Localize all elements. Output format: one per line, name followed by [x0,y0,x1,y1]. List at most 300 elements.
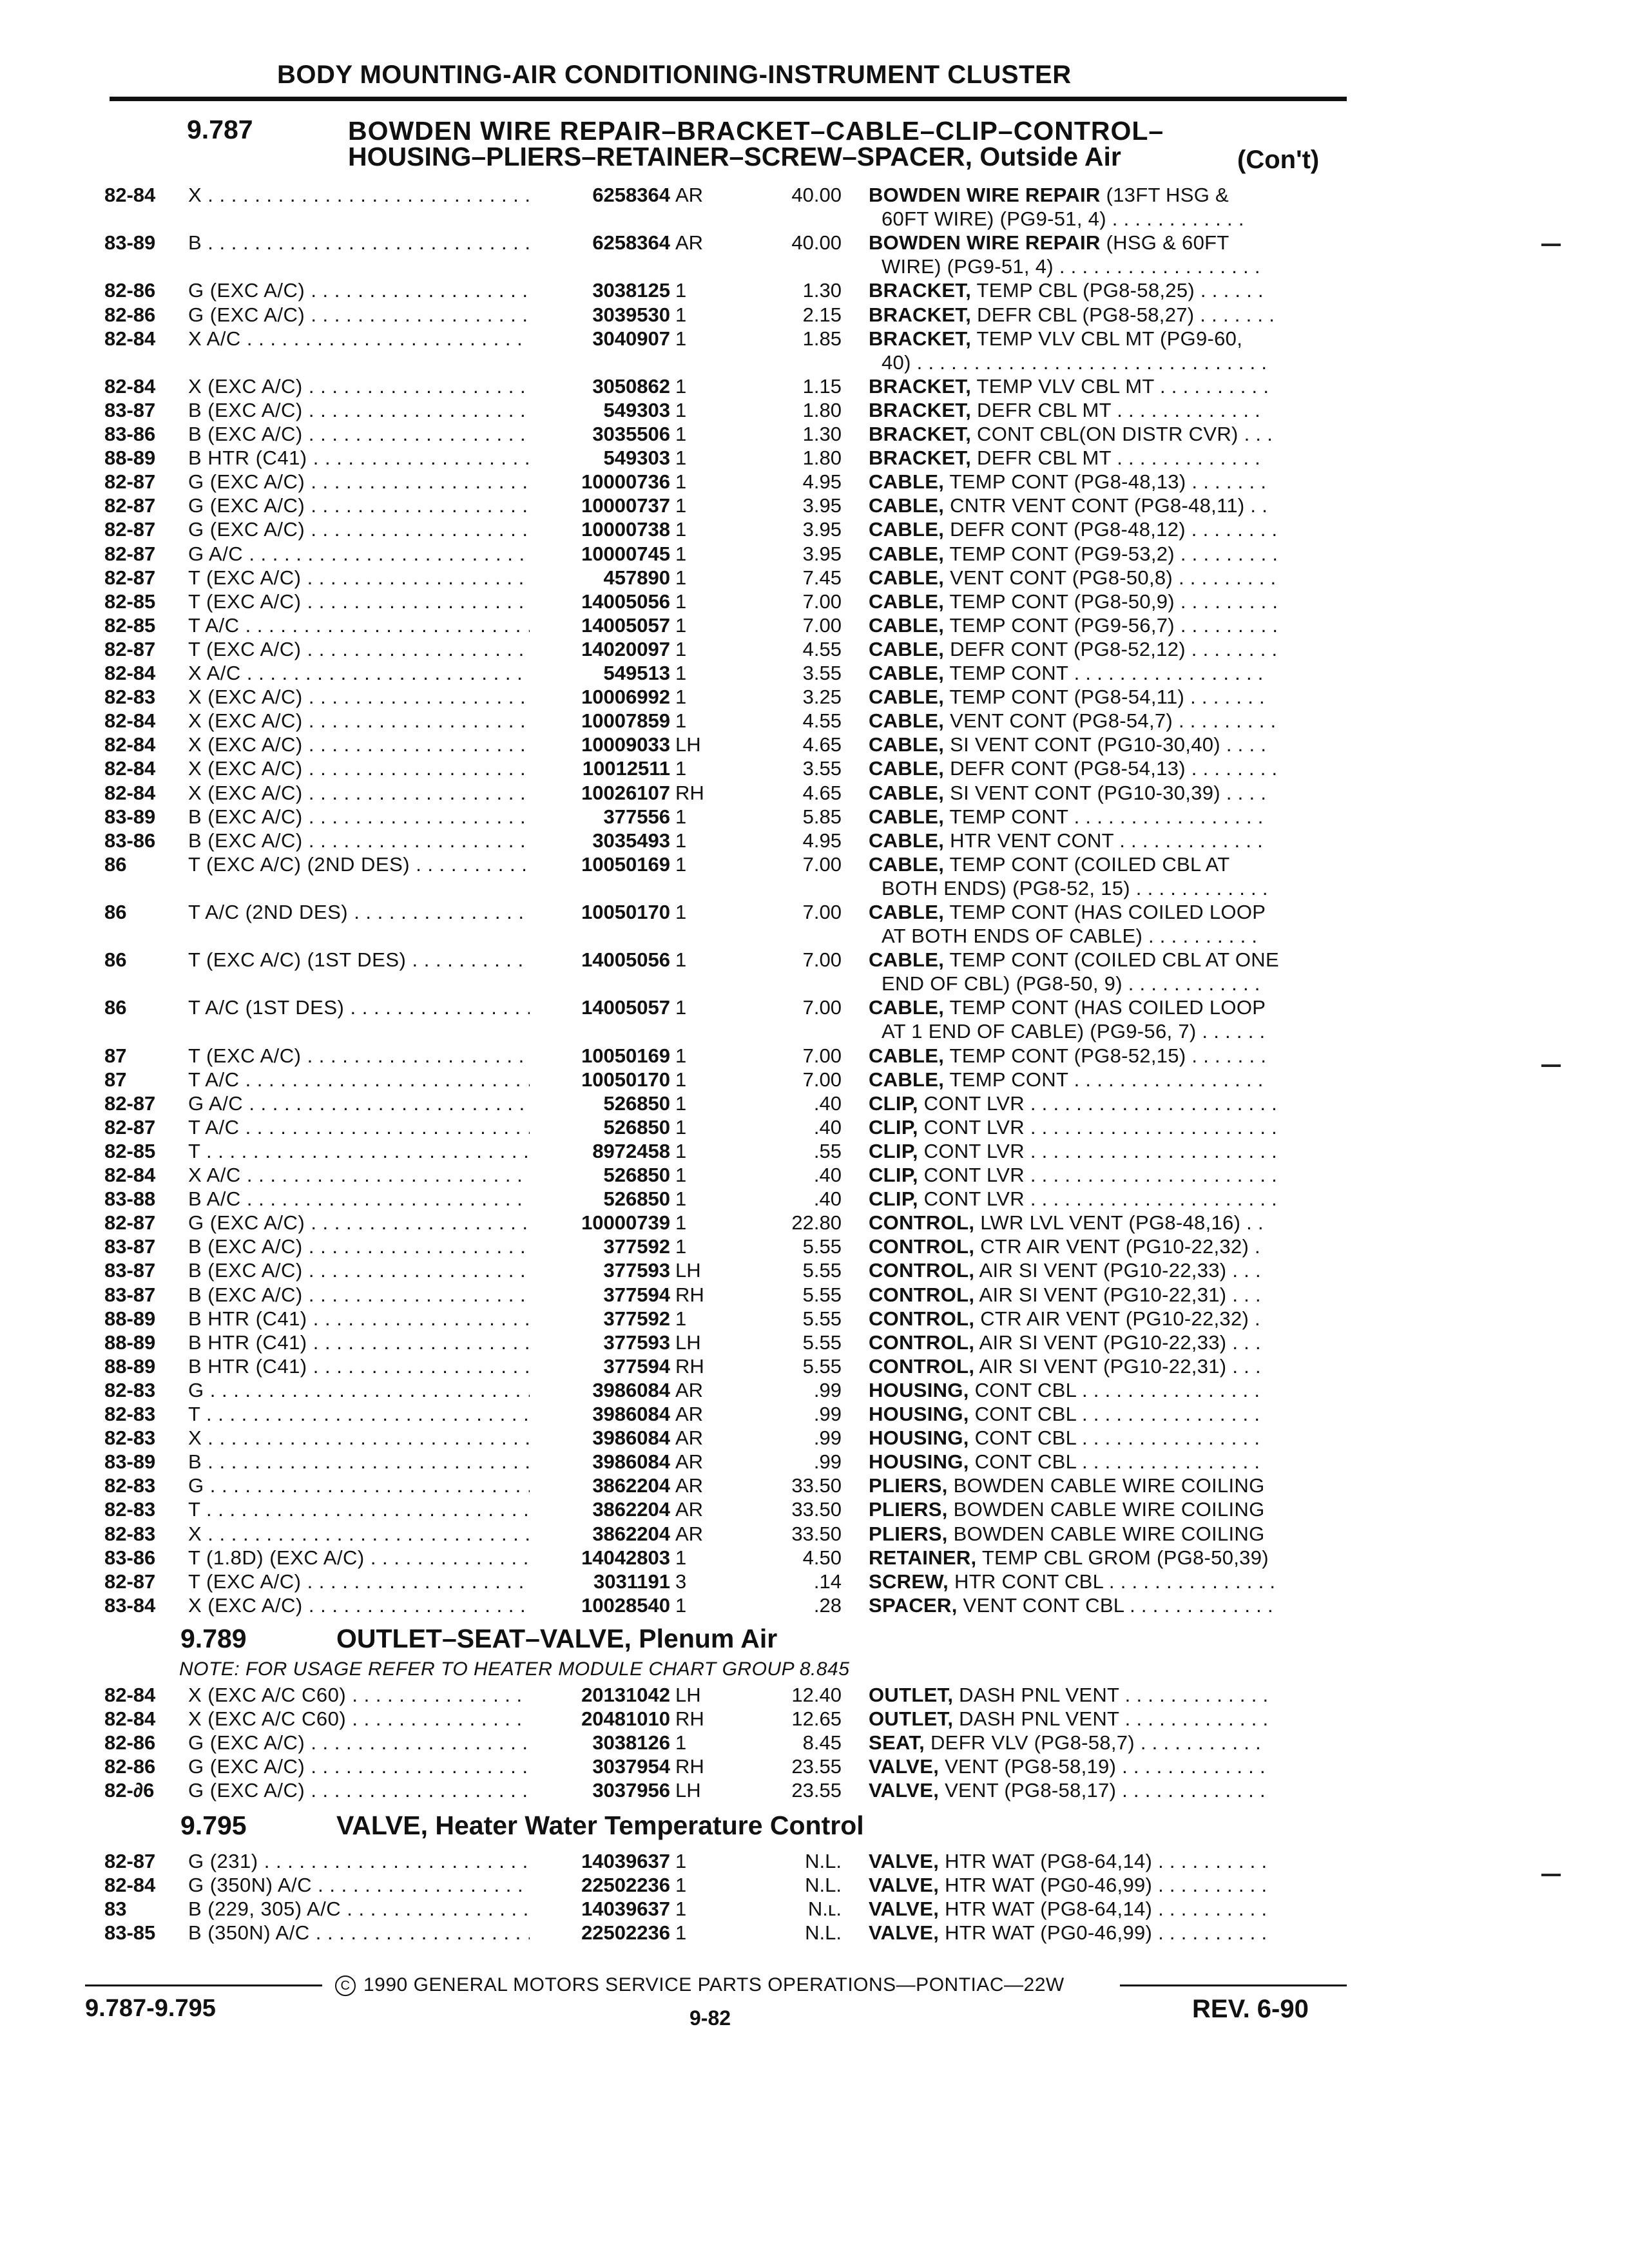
table-row [0,685,1629,709]
part-detail: VENT CONT CBL . . . . . . . . . . . . . [957,1594,1273,1617]
part-number: 377592 [603,1235,670,1258]
table-row [0,1497,1629,1522]
table-row [0,1593,1629,1618]
quantity: 1 [675,1211,687,1234]
part-description [869,1163,1345,1187]
table-row [0,1235,1629,1259]
part-name: CONTROL, [869,1307,975,1330]
model-years: 83-85 [104,1921,156,1944]
quantity: 1 [675,1235,687,1258]
description-continuation: 60FT WIRE) (PG9-51, 4) . . . . . . . . . . . . [882,207,1244,230]
part-name: CABLE, [869,566,945,589]
part-description [869,1474,1345,1498]
price: 7.00 [802,901,842,923]
table-row [0,1091,1629,1116]
description-continuation: 40) . . . . . . . . . . . . . . . . . . . . . . . . . . . . . . . [882,351,1268,374]
margin-mark [1541,1874,1561,1876]
table-row [0,852,1629,877]
table-row [0,517,1629,542]
part-number: 3040907 [592,327,670,350]
model-years: 82-83 [104,1498,156,1521]
table-row [0,948,1629,972]
model-application: T (EXC A/C) . . . [188,1570,530,1594]
part-detail: CTR AIR VENT (PG10-22,32) . [974,1307,1260,1330]
price: 8.45 [802,1731,842,1754]
part-detail: TEMP CBL GROM (PG8-50,39) [976,1546,1269,1569]
price: 4.65 [802,782,842,804]
quantity: 1 [675,470,687,493]
part-detail: HTR WAT (PG0-46,99) . . . . . . . . . . [939,1921,1268,1944]
model-years: 82-84 [104,327,156,350]
section-title: VALVE, Heater Water Temperature Control [336,1811,864,1840]
model-application: X . . . [188,1522,530,1546]
part-detail: DEFR CONT (PG8-48,12) . . . . . . . . [944,518,1278,541]
part-name: PLIERS, [869,1498,948,1521]
part-number: 10000738 [581,518,670,541]
model-years: 82-87 [104,470,156,493]
part-detail: DEFR CBL (PG8-58,27) . . . . . . . [971,303,1275,326]
part-name: CABLE, [869,614,945,637]
quantity: 1 [675,1874,687,1896]
quantity: LH [675,1331,701,1354]
part-number: 3038125 [592,279,670,302]
model-application: T A/C . . . [188,1115,530,1140]
table-row [0,1378,1629,1403]
model-years: 82-83 [104,1379,156,1401]
part-name: CLIP, [869,1187,918,1210]
part-name: CONTROL, [869,1355,975,1378]
part-number: 8972458 [592,1140,670,1162]
part-description [869,637,1345,662]
table-row [0,494,1629,518]
price: N.L. [805,1874,842,1896]
description-continuation: END OF CBL) (PG8-50, 9) . . . . . . . . . . . . [882,972,1260,995]
model-application: B (EXC A/C) . . . [188,1283,530,1307]
table-row [0,278,1629,303]
usage-note: NOTE: FOR USAGE REFER TO HEATER MODULE CHART GROUP 8.845 [179,1658,850,1680]
model-years: 82-83 [104,1403,156,1425]
part-description [869,829,1345,853]
model-application: G (231) . . . [188,1849,530,1874]
model-years: 82-87 [104,518,156,541]
part-name: BRACKET, [869,423,972,445]
part-detail: HTR CONT CBL . . . . . . . . . . . . . . . [949,1570,1276,1593]
part-detail: TEMP CONT (PG8-48,13) . . . . . . . [944,470,1267,493]
part-number: 3039530 [592,303,670,326]
model-application: G (EXC A/C) . . . [188,1754,530,1779]
model-application: B (EXC A/C) . . . [188,1235,530,1259]
part-name: CONTROL, [869,1259,975,1282]
table-row [0,1873,1629,1898]
quantity: AR [675,1523,704,1545]
table-row [0,1474,1629,1498]
margin-mark [1541,1064,1561,1067]
model-years: 83-86 [104,829,156,852]
description-continuation: AT BOTH ENDS OF CABLE) . . . . . . . . . . [882,925,1258,947]
quantity: 1 [675,423,687,445]
part-name: CABLE, [869,470,945,493]
price: 2.15 [802,303,842,326]
model-application: G (EXC A/C) . . . [188,470,530,494]
part-description [869,374,1345,399]
part-number: 22502236 [581,1921,670,1944]
part-name: VALVE, [869,1850,940,1872]
price: 1.30 [802,279,842,302]
quantity: RH [675,1283,704,1306]
quantity: LH [675,1779,701,1802]
quantity: 1 [675,518,687,541]
part-detail: TEMP CONT . . . . . . . . . . . . . . . . . [944,662,1264,684]
part-detail: AIR SI VENT (PG10-22,33) . . . [974,1331,1261,1354]
price: 23.55 [791,1755,842,1778]
part-number: 10006992 [581,686,670,708]
model-application: T (EXC A/C) . . . [188,566,530,590]
part-description [869,1211,1345,1235]
quantity: 1 [675,1921,687,1944]
part-number: 526850 [603,1187,670,1210]
price: 3.95 [802,494,842,517]
part-name: OUTLET, [869,1684,954,1706]
part-detail: CNTR VENT CONT (PG8-48,11) . . [944,494,1268,517]
model-years: 83-88 [104,1187,156,1210]
quantity: 1 [675,566,687,589]
part-detail: DASH PNL VENT . . . . . . . . . . . . . [953,1684,1269,1706]
part-number: 377593 [603,1331,670,1354]
model-years: 83-84 [104,1594,156,1617]
part-detail: CONT LVR . . . . . . . . . . . . . . . . . . . . . . [918,1164,1278,1186]
model-years: 87 [104,1068,127,1091]
model-application: X (EXC A/C) . . . [188,709,530,733]
part-number: 3035493 [592,829,670,852]
part-description [869,852,1345,877]
table-row [0,470,1629,494]
revision-label: REV. 6-90 [1192,1995,1309,2023]
part-description [869,542,1345,566]
part-detail: TEMP VLV CBL MT (PG9-60, [971,327,1243,350]
price: 7.00 [802,590,842,613]
price: 7.00 [802,614,842,637]
part-name: CABLE, [869,733,945,756]
part-description [869,1115,1345,1140]
margin-mark [1541,244,1561,246]
part-name: SPACER, [869,1594,958,1617]
model-years: 86 [104,901,127,923]
table-row [0,805,1629,829]
copyright-line [335,1974,1065,1996]
part-number: 14005056 [581,948,670,971]
model-years: 88-89 [104,1331,156,1354]
model-years: 82-86 [104,1731,156,1754]
model-years: 82-87 [104,543,156,565]
part-detail: DEFR CONT (PG8-54,13) . . . . . . . . [944,757,1278,780]
table-row [0,829,1629,853]
part-number: 377556 [603,805,670,828]
part-detail: TEMP VLV CBL MT . . . . . . . . . . [971,375,1269,398]
table-row [0,1258,1629,1283]
price: 3.95 [802,543,842,565]
part-detail: VENT (PG8-58,17) . . . . . . . . . . . . . [939,1779,1266,1802]
footer-rule-right [1120,1984,1347,1986]
price: 7.45 [802,566,842,589]
quantity: 1 [675,1187,687,1210]
part-detail: AIR SI VENT (PG10-22,31) . . . [974,1355,1261,1378]
part-name: OUTLET, [869,1707,954,1730]
price: N.L. [805,1921,842,1944]
table-row [0,733,1629,757]
part-number: 10050169 [581,853,670,876]
price: 33.50 [791,1523,842,1545]
model-years: 83-86 [104,1546,156,1569]
part-description [869,1873,1345,1898]
model-years: 82-85 [104,1140,156,1162]
model-application: X A/C . . . [188,661,530,686]
part-name: CABLE, [869,543,945,565]
model-application: G (EXC A/C) . . . [188,303,530,327]
part-description [869,1497,1345,1522]
table-row [0,1707,1629,1731]
model-application: T . . . [188,1497,530,1522]
part-name: CABLE, [869,590,945,613]
part-number: 10009033 [581,733,670,756]
part-name: CABLE, [869,638,945,660]
part-detail: CONT LVR . . . . . . . . . . . . . . . . . . . . . . [918,1116,1278,1139]
part-description [869,470,1345,494]
model-application: X (EXC A/C) . . . [188,374,530,399]
part-description [869,1921,1345,1945]
part-number: 3862204 [592,1498,670,1521]
part-detail: (13FT HSG & [1100,184,1229,206]
quantity: AR [675,1427,704,1449]
section-number: 9.795 [180,1811,247,1840]
table-row [0,1849,1629,1874]
quantity: 1 [675,829,687,852]
price: 33.50 [791,1474,842,1497]
model-application: B . . . [188,231,530,255]
model-application: B HTR (C41) . . . [188,1331,530,1355]
part-number: 10000745 [581,543,670,565]
price: 23.55 [791,1779,842,1802]
quantity: RH [675,1755,704,1778]
table-row [0,900,1629,925]
part-number: 6258364 [592,184,670,206]
model-application: T (EXC A/C) . . . [188,590,530,614]
price: 4.50 [802,1546,842,1569]
part-description [869,995,1345,1020]
model-years: 82-86 [104,1755,156,1778]
part-name: CABLE, [869,1044,945,1067]
part-number: 3037956 [592,1779,670,1802]
table-row [0,1211,1629,1235]
model-years: 82-84 [104,757,156,780]
part-number: 14005056 [581,590,670,613]
model-application: G (EXC A/C) . . . [188,278,530,303]
model-years: 82-87 [104,638,156,660]
model-application: T . . . [188,1402,530,1427]
model-years: 82-87 [104,494,156,517]
part-description [869,327,1345,351]
table-row [0,1163,1629,1187]
part-name: CONTROL, [869,1331,975,1354]
part-description [869,685,1345,709]
part-description [869,303,1345,327]
part-description [869,756,1345,781]
table-row [0,756,1629,781]
table-row [0,661,1629,686]
part-detail: CONT CBL . . . . . . . . . . . . . . . . [969,1450,1260,1473]
part-description [869,231,1345,255]
price: 5.55 [802,1283,842,1306]
table-row [0,1354,1629,1379]
quantity: 1 [675,1307,687,1330]
part-name: RETAINER, [869,1546,977,1569]
table-row [0,327,1629,351]
part-description [869,661,1345,686]
part-description [869,1522,1345,1546]
part-number: 14020097 [581,638,670,660]
part-description [869,494,1345,518]
section-number: 9.789 [180,1624,247,1653]
table-row [0,709,1629,733]
part-number: 549513 [603,662,670,684]
model-application: X (EXC A/C C60) . . . [188,1683,530,1707]
model-years: 82-87 [104,1211,156,1234]
part-detail: TEMP CONT (HAS COILED LOOP [944,901,1266,923]
part-number: 377594 [603,1355,670,1378]
part-description [869,398,1345,423]
part-description [869,1731,1345,1755]
part-name: HOUSING, [869,1450,969,1473]
price: 5.55 [802,1235,842,1258]
model-years: 82-84 [104,1707,156,1730]
part-detail: DEFR CBL MT . . . . . . . . . . . . . [971,399,1261,421]
quantity: 1 [675,1044,687,1067]
part-detail: TEMP CONT (COILED CBL AT [944,853,1230,876]
table-row [0,1546,1629,1570]
quantity: 1 [675,1140,687,1162]
part-description [869,517,1345,542]
table-row [0,613,1629,638]
part-number: 10000736 [581,470,670,493]
model-years: 86 [104,996,127,1019]
part-name: CABLE, [869,782,945,804]
model-years: 83-89 [104,805,156,828]
price: .99 [813,1379,842,1401]
part-name: CABLE, [869,686,945,708]
table-row [0,1331,1629,1355]
model-application: B (EXC A/C) . . . [188,422,530,447]
part-number: 10050169 [581,1044,670,1067]
part-name: BRACKET, [869,447,972,469]
footer-rule-left [85,1984,322,1986]
part-name: VALVE, [869,1779,940,1802]
part-number: 3031191 [593,1570,670,1593]
quantity: 1 [675,805,687,828]
part-description [869,1897,1345,1921]
quantity: 1 [675,494,687,517]
model-application: T A/C . . . [188,613,530,638]
part-description [869,900,1345,925]
table-row [0,566,1629,590]
part-detail: BOWDEN CABLE WIRE COILING [947,1498,1265,1521]
part-description [869,733,1345,757]
part-detail: CONT LVR . . . . . . . . . . . . . . . . . . . . . . [918,1187,1278,1210]
quantity: 1 [675,638,687,660]
description-continuation: BOTH ENDS) (PG8-52, 15) . . . . . . . . . . . . [882,877,1268,899]
quantity: 1 [675,303,687,326]
model-years: 82-84 [104,662,156,684]
price: 3.55 [802,662,842,684]
part-name: CLIP, [869,1116,918,1139]
part-description [869,1426,1345,1450]
part-detail: HTR VENT CONT . . . . . . . . . . . . . [944,829,1264,852]
model-years: 82-87 [104,1570,156,1593]
price: 5.55 [802,1331,842,1354]
model-application: G . . . [188,1378,530,1403]
model-years: 86 [104,948,127,971]
quantity: 1 [675,1068,687,1091]
part-number: 3862204 [592,1474,670,1497]
part-name: BOWDEN WIRE REPAIR [869,231,1101,254]
part-name: CLIP, [869,1092,918,1115]
part-name: BOWDEN WIRE REPAIR [869,184,1101,206]
price: 12.65 [791,1707,842,1730]
part-number: 377593 [603,1259,670,1282]
part-number: 20131042 [581,1684,670,1706]
part-name: BRACKET, [869,279,972,302]
part-description [869,1593,1345,1618]
part-description [869,1139,1345,1164]
model-application: T (1.8D) (EXC A/C) . . . [188,1546,530,1570]
table-row [0,1754,1629,1779]
table-row [0,1426,1629,1450]
quantity: 1 [675,1546,687,1569]
model-years: 82-87 [104,1850,156,1872]
part-description [869,1283,1345,1307]
part-name: CABLE, [869,901,945,923]
price: 22.80 [791,1211,842,1234]
table-row [0,542,1629,566]
quantity: 3 [675,1570,687,1593]
part-number: 10000739 [581,1211,670,1234]
price: 4.95 [802,829,842,852]
quantity: 1 [675,375,687,398]
section-continued-label: (Con't) [1237,146,1320,174]
part-number: 457890 [603,566,670,589]
part-description [869,446,1345,470]
price: 40.00 [791,184,842,206]
model-application: B HTR (C41) . . . [188,446,530,470]
part-detail: VENT CONT (PG8-54,7) . . . . . . . . . [944,709,1277,732]
table-row [0,446,1629,470]
quantity: 1 [675,447,687,469]
part-detail: HTR WAT (PG8-64,14) . . . . . . . . . . [939,1898,1268,1920]
part-detail: CONT CBL . . . . . . . . . . . . . . . . [969,1403,1260,1425]
price: .99 [813,1427,842,1449]
part-detail: TEMP CONT (PG8-54,11) . . . . . . . [944,686,1265,708]
section-title: OUTLET–SEAT–VALVE, Plenum Air [336,1624,778,1653]
price: 7.00 [802,1068,842,1091]
part-description [869,1450,1345,1474]
part-detail: BOWDEN CABLE WIRE COILING [947,1523,1265,1545]
table-row [0,1187,1629,1211]
part-description [869,948,1345,972]
part-number: 10028540 [581,1594,670,1617]
part-name: CABLE, [869,805,945,828]
price: 40.00 [791,231,842,254]
model-application: G (EXC A/C) . . . [188,1778,530,1803]
model-years: 82-86 [104,303,156,326]
quantity: AR [675,231,704,254]
